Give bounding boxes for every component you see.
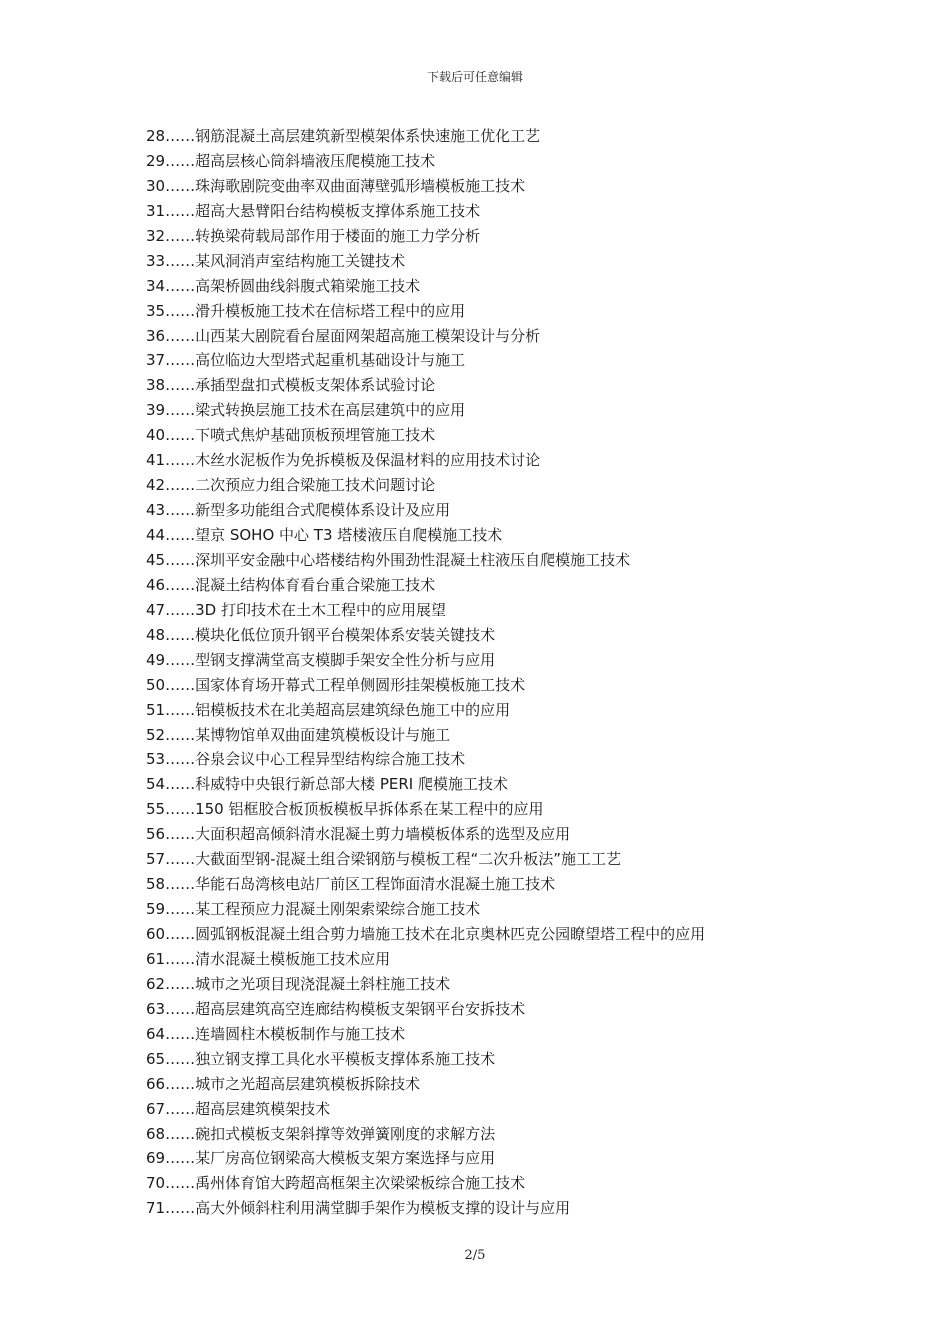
list-item: 40……下喷式焦炉基础顶板预埋管施工技术 [146,426,436,445]
list-item: 53……谷泉会议中心工程异型结构综合施工技术 [146,750,466,769]
list-item: 54……科威特中央银行新总部大楼 PERI 爬模施工技术 [146,775,508,794]
list-item: 52……某博物馆单双曲面建筑模板设计与施工 [146,725,451,744]
list-item: 42……二次预应力组合梁施工技术问题讨论 [146,476,436,495]
list-item: 59……某工程预应力混凝土刚架索梁综合施工技术 [146,900,481,919]
table-of-contents-list [146,124,926,1221]
list-item: 33……某风洞消声室结构施工关键技术 [146,251,406,270]
list-item: 62……城市之光项目现浇混凝土斜柱施工技术 [146,974,451,993]
list-item: 68……碗扣式模板支架斜撑等效弹簧刚度的求解方法 [146,1124,496,1143]
list-item: 71……高大外倾斜柱利用满堂脚手架作为模板支撑的设计与应用 [146,1199,571,1218]
list-item: 36……山西某大剧院看台屋面网架超高施工模架设计与分析 [146,326,541,345]
list-item: 63……超高层建筑高空连廊结构模板支架钢平台安拆技术 [146,999,526,1018]
list-item: 29……超高层核心筒斜墙液压爬模施工技术 [146,151,436,170]
list-item: 34……高架桥圆曲线斜腹式箱梁施工技术 [146,276,421,295]
list-item: 31……超高大悬臂阳台结构模板支撑体系施工技术 [146,201,481,220]
list-item: 65……独立钢支撑工具化水平模板支撑体系施工技术 [146,1049,496,1068]
list-item: 60……圆弧钢板混凝土组合剪力墙施工技术在北京奥林匹克公园瞭望塔工程中的应用 [146,925,706,943]
list-item: 70……禹州体育馆大跨超高框架主次梁梁板综合施工技术 [146,1174,526,1193]
list-item: 49……型钢支撑满堂高支模脚手架安全性分析与应用 [146,650,496,669]
list-item: 69……某厂房高位钢梁高大模板支架方案选择与应用 [146,1149,496,1168]
list-item: 50……国家体育场开幕式工程单侧圆形挂架模板施工技术 [146,675,526,694]
list-item: 39……梁式转换层施工技术在高层建筑中的应用 [146,401,466,420]
page-header: 下载后可任意编辑 [426,70,523,84]
list-item: 61……清水混凝土模板施工技术应用 [146,949,391,968]
list-item: 67……超高层建筑模架技术 [146,1099,331,1118]
list-item: 41……木丝水泥板作为免拆模板及保温材料的应用技术讨论 [146,451,541,470]
list-item: 57……大截面型钢-混凝土组合梁钢筋与模板工程“二次升板法”施工工艺 [146,850,622,869]
page-number: 2/5 [464,1248,486,1263]
list-item: 28……钢筋混凝土高层建筑新型模架体系快速施工优化工艺 [146,127,541,145]
list-item: 51……铝模板技术在北美超高层建筑绿色施工中的应用 [146,700,511,719]
list-item: 47……3D 打印技术在土木工程中的应用展望 [146,600,446,619]
list-item: 38……承插型盘扣式模板支架体系试验讨论 [146,376,436,395]
list-item: 35……滑升模板施工技术在信标塔工程中的应用 [146,301,466,320]
list-item: 66……城市之光超高层建筑模板拆除技术 [146,1074,421,1093]
list-item: 45……深圳平安金融中心塔楼结构外围劲性混凝土柱液压自爬模施工技术 [146,550,631,569]
list-item: 64……连墙圆柱木模板制作与施工技术 [146,1024,406,1043]
list-item: 58……华能石岛湾核电站厂前区工程饰面清水混凝土施工技术 [146,875,556,894]
list-item: 46……混凝土结构体育看台重合梁施工技术 [146,575,436,594]
list-item: 30……珠海歌剧院变曲率双曲面薄壁弧形墙模板施工技术 [146,176,526,195]
list-item: 43……新型多功能组合式爬模体系设计及应用 [146,501,451,520]
list-item: 37……高位临边大型塔式起重机基础设计与施工 [146,351,466,370]
list-item: 56……大面积超高倾斜清水混凝土剪力墙模板体系的选型及应用 [146,825,571,844]
list-item: 44……望京 SOHO 中心 T3 塔楼液压自爬模施工技术 [146,526,503,544]
list-item: 48……模块化低位顶升钢平台模架体系安装关键技术 [146,625,496,644]
list-item: 55……150 铝框胶合板顶板模板早拆体系在某工程中的应用 [146,800,544,819]
list-item: 32……转换梁荷载局部作用于楼面的施工力学分析 [146,226,481,245]
